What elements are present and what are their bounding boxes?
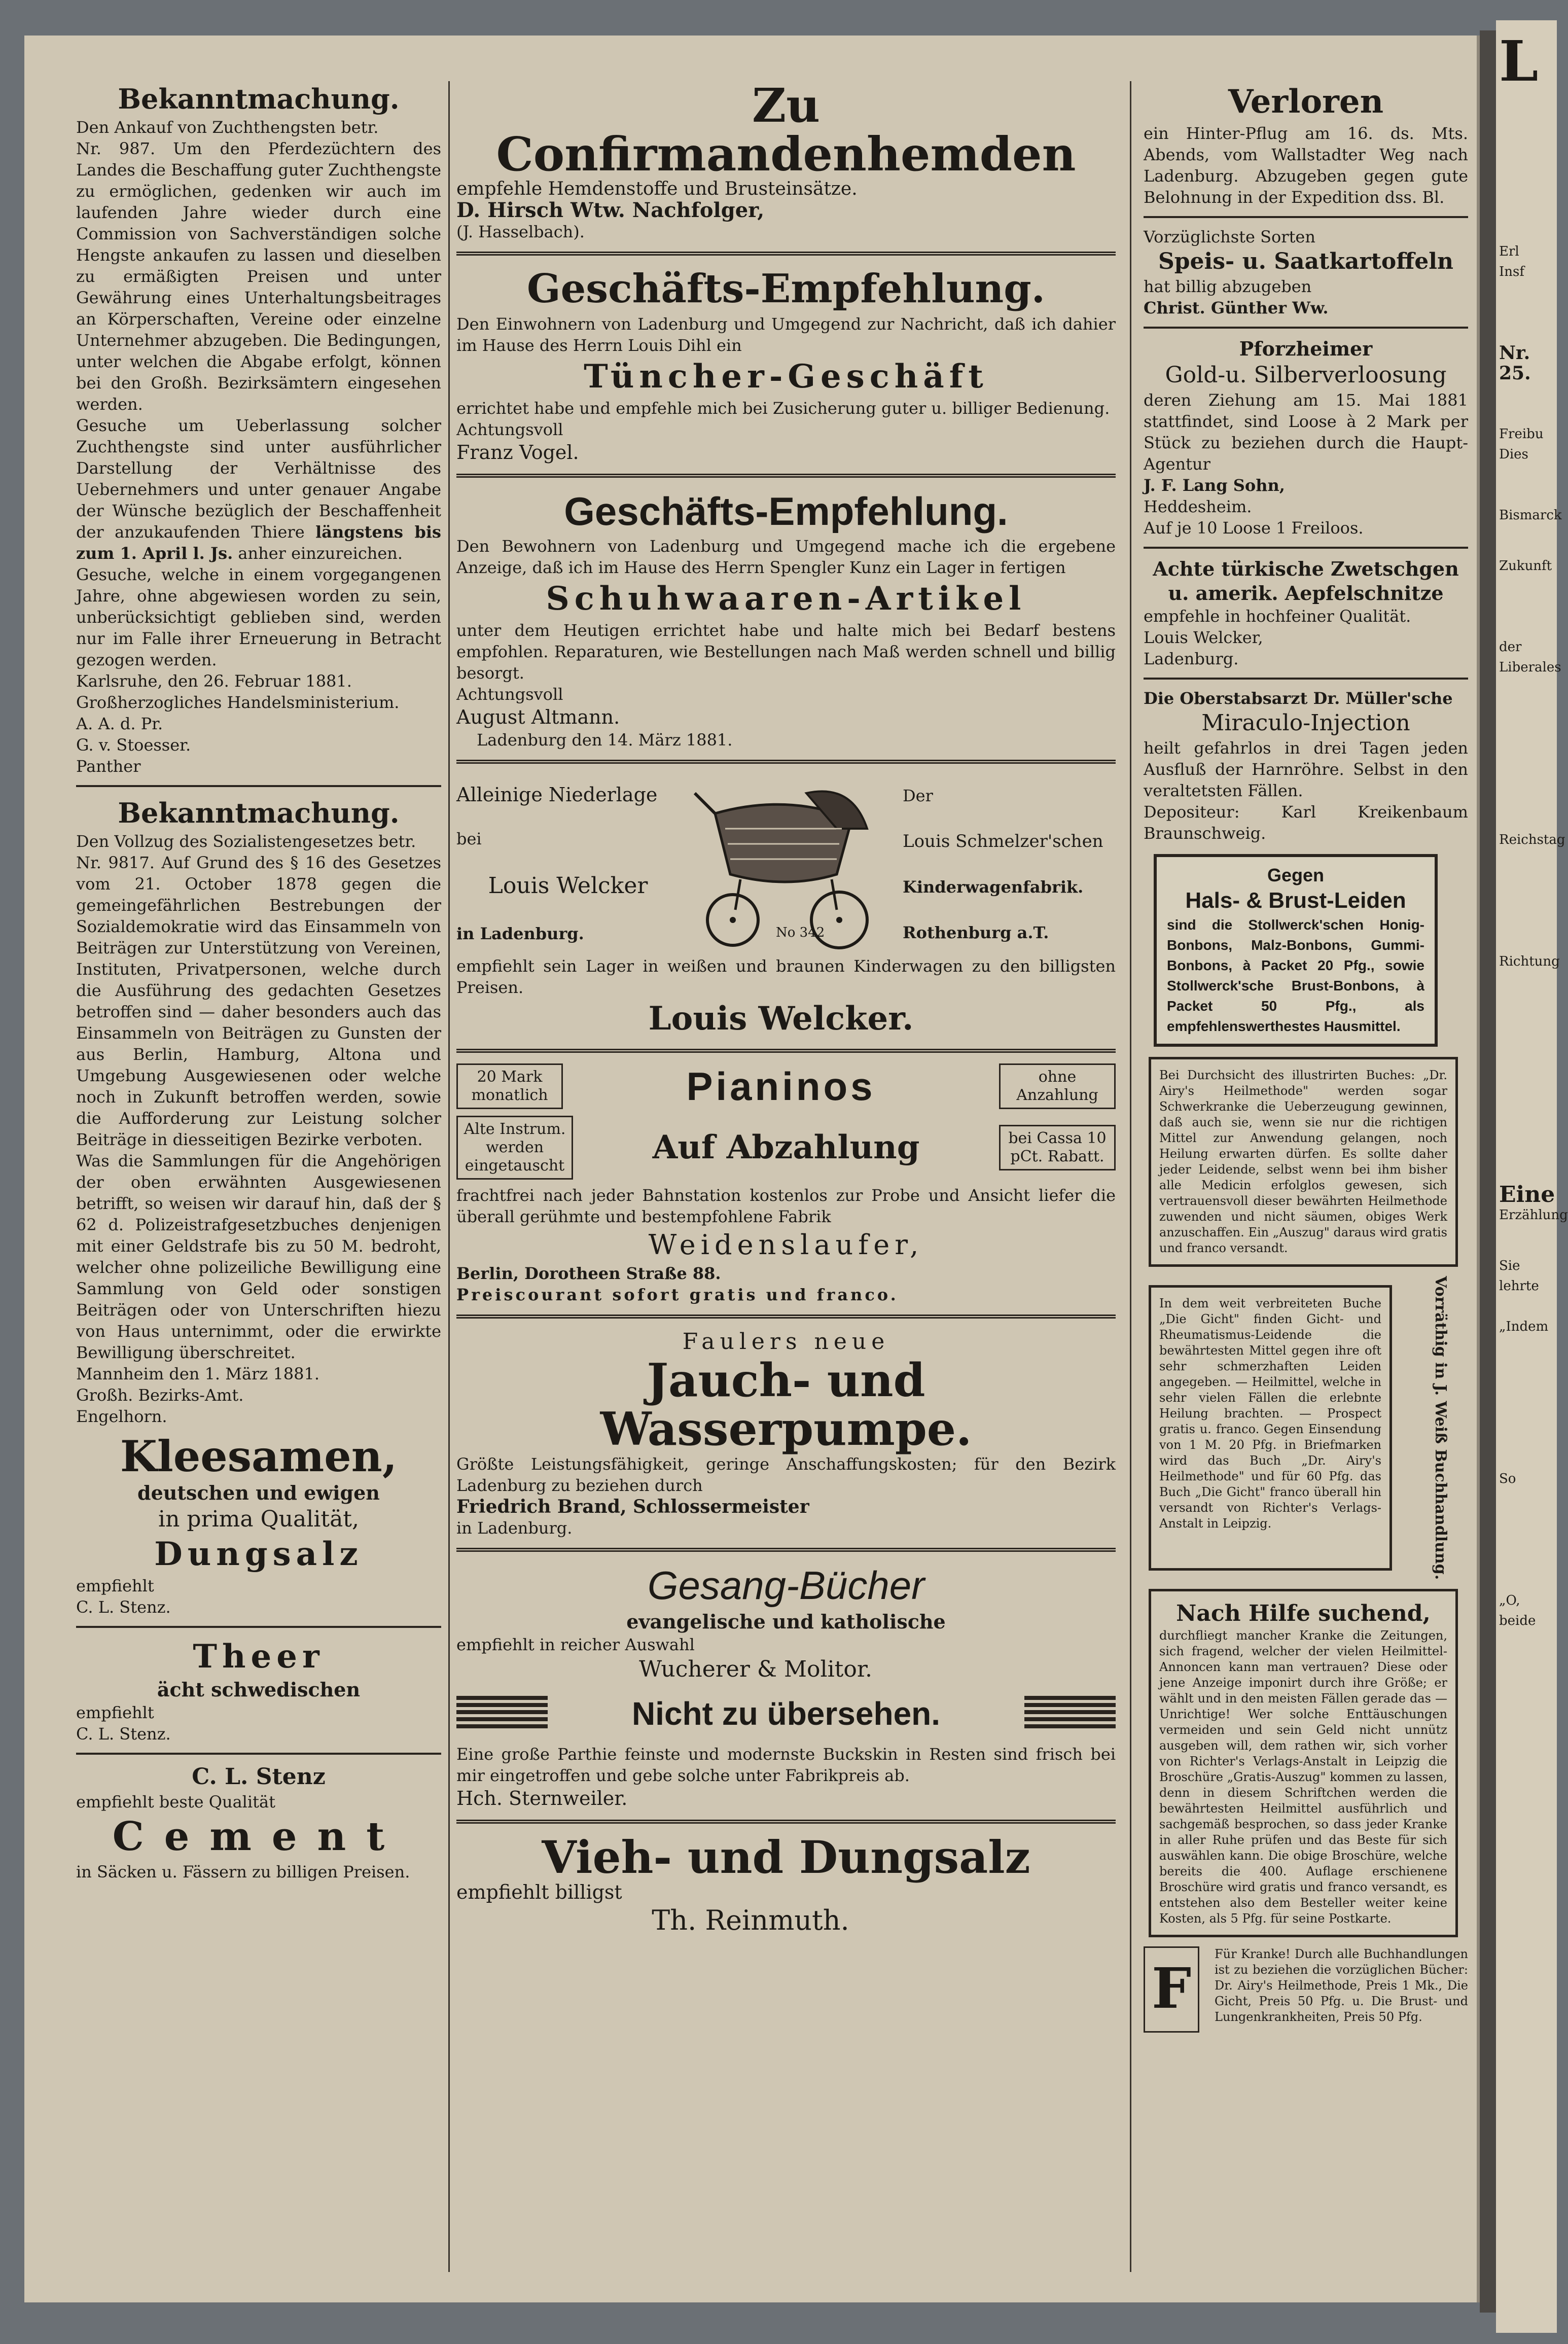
next-line: L (1499, 28, 1539, 94)
ge2-big: Schuhwaaren-Artikel (546, 580, 1026, 618)
next-line: Freibu (1499, 427, 1544, 442)
speis-pre: Vorzüglichste Sorten (1144, 227, 1315, 246)
theer-line2: ächt schwedischen (157, 1678, 361, 1701)
cement-who: C. L. Stenz (192, 1764, 326, 1790)
speis-name: Christ. Günther Ww. (1144, 298, 1329, 317)
divider (456, 252, 1116, 256)
next-line: Erzählung (1499, 1207, 1568, 1223)
adjacent-page-edge (1496, 20, 1568, 2333)
mir-dep: Depositeur: Karl Kreikenbaum Braunschweig. (1144, 802, 1468, 843)
kinderwagen-ad (456, 773, 1116, 955)
next-line: Reichstag (1499, 832, 1565, 847)
right-column (1144, 81, 1468, 2033)
piano-body: frachtfrei nach jeder Bahnstation kostenlos zur Probe und Ansicht liefer die überall gerühmte und bestempfohlene Fabrik (456, 1186, 1116, 1226)
lotto-pre: Pforzheimer (1239, 337, 1373, 360)
airy-ad (1149, 1057, 1458, 1267)
vieh-name: Th. Reinmuth. (652, 1904, 849, 1936)
vieh-emp: empfiehlt billigst (456, 1881, 622, 1903)
airy-body: Bei Durchsicht des illustrirten Buches: „Dr. Airy's Heilmethode" werden sogar Schwerkranke die Ueberzeugung gewinnen, daß auch sie, wenn sie nur die richtigen Mittel zur Anwendung gelangen, noch Heilung erwarten dürfen. Es sollte daher jeder Leidende, selbst wenn bei ihm bisher alle Medicin erfolglos gewesen, sich vertrauensvoll dieser bewährten Heilmethode zuwenden und nicht säumen, obiges Werk anzuschaffen. Ein „Auszug" daraus wird gratis und franco versandt. (1159, 1068, 1447, 1255)
bek1-sig: Panther (76, 757, 141, 776)
ge1-intro: Den Einwohnern von Ladenburg und Umgegend zur Nachricht, daß ich dahier im Hause des Herrn Louis Dihl ein (456, 314, 1116, 355)
kw-r1: Der (903, 786, 933, 805)
next-line: Richtung (1499, 954, 1560, 969)
ge1-title: Geschäfts-Empfehlung. (527, 266, 1045, 312)
divider (456, 1315, 1116, 1319)
nicht-name: Hch. Sternweiler. (456, 1787, 628, 1809)
klee-title: Kleesamen, (120, 1431, 398, 1481)
conf-line: empfehle Hemdenstoffe und Brusteinsätze. (456, 179, 858, 199)
binding-gutter (1480, 30, 1496, 2313)
hals-body: sind die Stollwerck'schen Honig-Bonbons, Malz-Bonbons, Gummi-Bonbons, à Packet 20 Pfg., sowie Stollwerck'sche Brust-Bonbons, à Packet 50 Pfg., als empfehlenswerthestes Hausmittel. (1167, 917, 1424, 1034)
pram-number: No 342 (776, 925, 825, 940)
fur-kranke-ad (1144, 1946, 1468, 2033)
hals-t1: Gegen (1267, 865, 1325, 885)
bek1-ad: A. A. d. Pr. (76, 714, 163, 733)
bar-ornament (456, 1696, 548, 1731)
kw-r3: Kinderwagenfabrik. (903, 877, 1084, 897)
piano-addr: Berlin, Dorotheen Straße 88. (456, 1264, 721, 1283)
bek1-ministry: Großherzogliches Handelsministerium. (76, 693, 400, 712)
ge2-intro: Den Bewohnern von Ladenburg und Umgegend mache ich die ergebene Anzeige, daß ich im Hause des Herrn Spengler Kunz ein Lager in fertigen (456, 537, 1116, 577)
ge2-date: Ladenburg den 14. März 1881. (477, 730, 733, 750)
bek1-para3: Gesuche, welche in einem vorgegangenen Jahre, ohne abgewiesen worden zu sein, unberücksichtigt geblieben sind, werden nur im Falle ihrer Erneuerung in Betracht gezogen werden. (76, 565, 441, 669)
conf-sub: (J. Hasselbach). (456, 222, 585, 241)
next-line: So (1499, 1471, 1516, 1486)
piano-row2 (456, 1116, 1116, 1180)
ge2-body: unter dem Heutigen errichtet habe und halte mich bei Bedarf bestens empfohlen. Reparaturen, wie Bestellungen nach Maß werden schnell und billig besorgt. (456, 621, 1116, 683)
bek1-title: Bekanntmachung. (118, 83, 400, 115)
piano-box-tradein: Alte Instrum. werden eingetauscht (456, 1116, 573, 1180)
pump-body: Größte Leistungsfähigkeit, geringe Anschaffungskosten; für den Bezirk Ladenburg zu beziehen durch (456, 1454, 1116, 1495)
mir-title: Miraculo-Injection (1201, 710, 1410, 736)
ge1-greet: Achtungsvoll (456, 420, 563, 439)
klee-emp: empfiehlt (76, 1576, 154, 1595)
cement-sub: empfiehlt beste Qualität (76, 1792, 275, 1812)
bek2-para2: Was die Sammlungen für die Angehörigen der oben erwähnten Ausgewiesenen betrifft, so weisen wir darauf hin, daß der § 62 d. Polizeistrafgesetzbuches denjenigen mit einer Geldstrafe bis zu 50 M. bedroht, welcher ohne polizeiliche Bewilligung eine Sammlung von Geld oder sonstigen Beiträgen oder von Unterschriften hiezu von Haus unternimmt, oder die erwirkte Bewilligung überschreitet. (76, 1151, 441, 1362)
divider (76, 1626, 441, 1628)
cement-title: Cement (112, 1814, 405, 1860)
column-rule (448, 81, 450, 2272)
column-rule (1130, 81, 1131, 2272)
bek2-title: Bekanntmachung. (118, 797, 400, 829)
nach-title: Nach Hilfe suchend, (1176, 1601, 1431, 1627)
kw-l3: Louis Welcker (488, 873, 648, 899)
gesang-sub: evangelische und katholische (626, 1610, 946, 1633)
divider (1144, 216, 1468, 218)
piano-abzahlung: Auf Abzahlung (652, 1128, 920, 1166)
zw-place: Ladenburg. (1144, 649, 1239, 668)
verl-title: Verloren (1228, 83, 1384, 121)
kw-sig: Louis Welcker. (648, 1000, 914, 1038)
gicht-side: Vorräthig in J. Weiß Buchhandlung. (1432, 1276, 1449, 1580)
next-line: Zukunft (1499, 558, 1552, 574)
divider (456, 760, 1116, 764)
kw-body: empfiehlt sein Lager in weißen und braunen Kinderwagen zu den billigsten Preisen. (456, 956, 1116, 997)
gesang-firm: Wucherer & Molitor. (638, 1656, 873, 1682)
piano-price: Preiscourant sofort gratis und franco. (456, 1285, 899, 1304)
next-line: Dies (1499, 447, 1528, 462)
lotto-foot: Auf je 10 Loose 1 Freiloos. (1144, 518, 1364, 538)
next-line: der Liberales (1499, 640, 1561, 675)
piano-box-nodeposit: ohne Anzahlung (999, 1063, 1116, 1109)
pump-title: Jauch- und Wasserpumpe. (600, 1354, 972, 1456)
conf-title: Zu Confirmandenhemden (496, 78, 1076, 182)
gicht-body: In dem weit verbreiteten Buche „Die Gicht" finden Gicht- und Rheumatismus-Leidende die bewährtesten Mittel gegen ihre oft sehr schmerzhaften Leiden angegeben. — Heilmittel, welche in sehr vielen Fällen die erlebnte Heilung brachten. — Prospect gratis u. franco. Gegen Einsendung von 1 M. 20 Pfg. in Briefmarken wird das Buch „Dr. Airy's Heilmethode" und für 60 Pfg. das Buch „Die Gicht" franco überall hin versandt von Richter's Verlags-Anstalt in Leipzig. (1159, 1296, 1381, 1531)
gicht-row (1144, 1276, 1468, 1580)
gesang-title: Gesang-Bücher (647, 1563, 925, 1608)
pram-illustration (685, 773, 898, 955)
bek1-para2: Gesuche um Ueberlassung solcher Zuchthengste sind unter ausführlicher Darstellung der Verhältnisse des Uebernehmers und unter genauer Angabe der Wünsche bezüglich der Beschaffenheit der anzukaufenden Thiere längstens bis zum 1. April l. Js. anher einzureichen. (76, 416, 442, 563)
piano-row1 (456, 1062, 1116, 1111)
piano-firm: Weidenslaufer, (648, 1229, 924, 1261)
gicht-ad (1149, 1285, 1392, 1571)
next-line: Nr. 25. (1499, 342, 1531, 384)
pump-line1: Faulers neue (682, 1329, 890, 1355)
gesang-emp: empfiehlt in reicher Auswahl (456, 1635, 695, 1654)
lotto-place: Heddesheim. (1144, 497, 1252, 516)
ge2-title: Geschäfts-Empfehlung. (564, 489, 1008, 534)
next-line: Insf (1499, 264, 1524, 279)
bek1-body: Nr. 987. Um den Pferdezüchtern des Landes die Beschaffung guter Zuchthengste zu ermöglichen, gedenken wir auch im laufenden Jahre wieder durch eine Commission von Sachverständigen solche Hengste ankaufen zu lassen und dieselben zu ermäßigten Preisen und unter Gewährung eines Unterhaltungsbeitrages an Körperschaften, Vereine oder einzelne Unternehmer abzugeben. Die Bedingungen, unter welchen die Abgabe erfolgt, können bei den Großh. Bezirksämtern eingesehen werden. (76, 139, 441, 414)
divider (1144, 327, 1468, 329)
nach-hilfe-ad (1149, 1589, 1458, 1937)
next-line: Eine (1499, 1182, 1555, 1207)
next-line: „Indem (1499, 1319, 1549, 1334)
divider (76, 785, 441, 787)
lotto-body: deren Ziehung am 15. Mai 1881 stattfindet, sind Loose à 2 Mark per Stück zu beziehen durch die Haupt-Agentur (1144, 390, 1468, 474)
next-line: Erl (1499, 244, 1519, 259)
divider (456, 1049, 1116, 1053)
bek2-name: Engelhorn. (76, 1407, 167, 1426)
kw-l2: bei (456, 829, 482, 848)
fur-body: Für Kranke! Durch alle Buchhandlungen ist zu beziehen die vorzüglichen Bücher: Dr. Airy's Heilmethode, Preis 1 Mk., Die Gicht, Preis 50 Pfg. u. Die Brust- und Lungenkrankheiten, Preis 50 Pfg. (1215, 1947, 1468, 2025)
hals-ad (1154, 854, 1438, 1047)
divider (1144, 678, 1468, 680)
ge2-name: August Altmann. (456, 706, 620, 728)
speis-line: hat billig abzugeben (1144, 277, 1312, 296)
kw-r2: Louis Schmelzer'schen (903, 831, 1103, 851)
bek2-date: Mannheim den 1. März 1881. (76, 1364, 320, 1383)
bek2-office: Großh. Bezirks-Amt. (76, 1386, 244, 1405)
middle-column (456, 78, 1116, 1938)
zw-title: Achte türkische Zwetschgen u. amerik. Aepfelschnitze (1153, 557, 1459, 605)
zw-name: Louis Welcker, (1144, 628, 1263, 647)
kw-l4: in Ladenburg. (456, 924, 584, 943)
theer-emp: empfiehlt (76, 1703, 154, 1722)
kw-r4: Rothenburg a.T. (903, 923, 1049, 942)
vieh-title: Vieh- und Dungsalz (542, 1831, 1030, 1884)
ge1-name: Franz Vogel. (456, 441, 579, 464)
nicht-title: Nicht zu übersehen. (631, 1695, 941, 1732)
klee-line2: deutschen und ewigen (137, 1481, 380, 1504)
initial-f-icon: F (1144, 1946, 1199, 2033)
ge1-big: Tüncher-Geschäft (584, 358, 988, 396)
hals-t2: Hals- & Brust-Leiden (1185, 888, 1406, 913)
divider (76, 1753, 441, 1755)
left-column (76, 81, 441, 1883)
klee-line3: in prima Qualität, (158, 1506, 359, 1532)
ge2-greet: Achtungsvoll (456, 685, 563, 704)
lotto-name: J. F. Lang Sohn, (1144, 476, 1285, 495)
next-line: Bismarck (1499, 508, 1562, 523)
next-line: „O, beide (1499, 1593, 1536, 1628)
piano-title: Pianinos (686, 1064, 876, 1109)
zw-body: empfehle in hochfeiner Qualität. (1144, 607, 1411, 626)
theer-title: Theer (193, 1638, 325, 1676)
mir-body: heilt gefahrlos in drei Tagen jeden Ausfluß der Harnröhre. Selbst in den veraltetsten Fällen. (1144, 738, 1468, 800)
bek1-date: Karlsruhe, den 26. Februar 1881. (76, 671, 352, 691)
pump-place: in Ladenburg. (456, 1518, 573, 1538)
bek2-body: Nr. 9817. Auf Grund des § 16 des Gesetzes vom 21. October 1878 gegen die gemeingefährlichen Bestrebungen der Sozialdemokratie wird das Einsammeln von Beiträgen zur Unterstützung von Vereinen, Instituten, Privatpersonen, welche durch die Ausführung des gedachten Gesetzes betroffen sind — daher besonders auch das Einsammeln von Beiträgen zu Gunsten der aus Berlin, Hamburg, Altona und Umgebung Ausgewiesenen oder welche noch in Zukunft betroffen werden, sowie die Aufforderung zur Leistung solcher Beiträge in diesseitigen Bezirke verboten. (76, 853, 441, 1149)
divider (456, 1820, 1116, 1824)
bek1-subject: Den Ankauf von Zuchthengsten betr. (76, 118, 379, 137)
klee-dungsalz: Dungsalz (154, 1535, 363, 1573)
divider (1144, 547, 1468, 549)
klee-who: C. L. Stenz. (76, 1597, 171, 1617)
ge1-body: errichtet habe und empfehle mich bei Zusicherung guter u. billiger Bedienung. (456, 399, 1110, 418)
lotto-title: Gold-u. Silberverloosung (1165, 362, 1447, 388)
piano-box-discount: bei Cassa 10 pCt. Rabatt. (999, 1125, 1116, 1170)
pump-name: Friedrich Brand, Schlossermeister (456, 1496, 809, 1517)
nicht-body: Eine große Parthie feinste und modernste Buckskin in Resten sind frisch bei mir eingetroffen und gebe solche unter Fabrikpreis ab. (456, 1745, 1116, 1785)
next-line: Sie lehrte (1499, 1258, 1539, 1294)
theer-who: C. L. Stenz. (76, 1724, 171, 1744)
verl-body: ein Hinter-Pflug am 16. ds. Mts. Abends, vom Wallstadter Weg nach Ladenburg. Abzugeben gegen gute Belohnung in der Expedition dss. Bl. (1144, 124, 1468, 207)
nach-body: durchfliegt mancher Kranke die Zeitungen, sich fragend, welcher der vielen Heilmittel-Annoncen kann man vertrauen? Diese oder jene Anzeige imponirt durch ihre Größe; er wählt und in den meisten Fällen gerade das — Unrichtige! Wer solche Enttäuschungen vermeiden und sein Geld nicht unnütz ausgeben will, dem rathen wir, sich vorher von Richter's Verlags-Anstalt in Leipzig die Broschüre „Gratis-Auszug" kommen zu lassen, denn in diesem Schriftchen werden die bewährtesten Heilmittel ausführlich und sachgemäß besprochen, so dass jeder Kranke in aller Ruhe prüfen und das Beste für sich auswählen kann. Die obige Broschüre, welche bereits die 400. Auflage erschienene Broschüre wird gratis und franco versandt, es entstehen also dem Besteller weiter keine Kosten, als 5 Pfg. für seine Postkarte. (1159, 1628, 1447, 1926)
divider (456, 474, 1116, 478)
bek2-subject: Den Vollzug des Sozialistengesetzes betr. (76, 832, 416, 851)
bar-ornament (1024, 1696, 1116, 1731)
conf-firm: D. Hirsch Wtw. Nachfolger, (456, 198, 765, 222)
nicht-header (456, 1693, 1116, 1734)
divider (456, 1548, 1116, 1552)
speis-title: Speis- u. Saatkartoffeln (1158, 248, 1453, 274)
bek1-name: G. v. Stoesser. (76, 735, 191, 755)
kw-l1: Alleinige Niederlage (456, 784, 658, 806)
cement-foot: in Säcken u. Fässern zu billigen Preisen. (76, 1862, 410, 1881)
mir-pre: Die Oberstabsarzt Dr. Müller'sche (1144, 689, 1453, 708)
piano-box-monthly: 20 Mark monatlich (456, 1063, 563, 1109)
